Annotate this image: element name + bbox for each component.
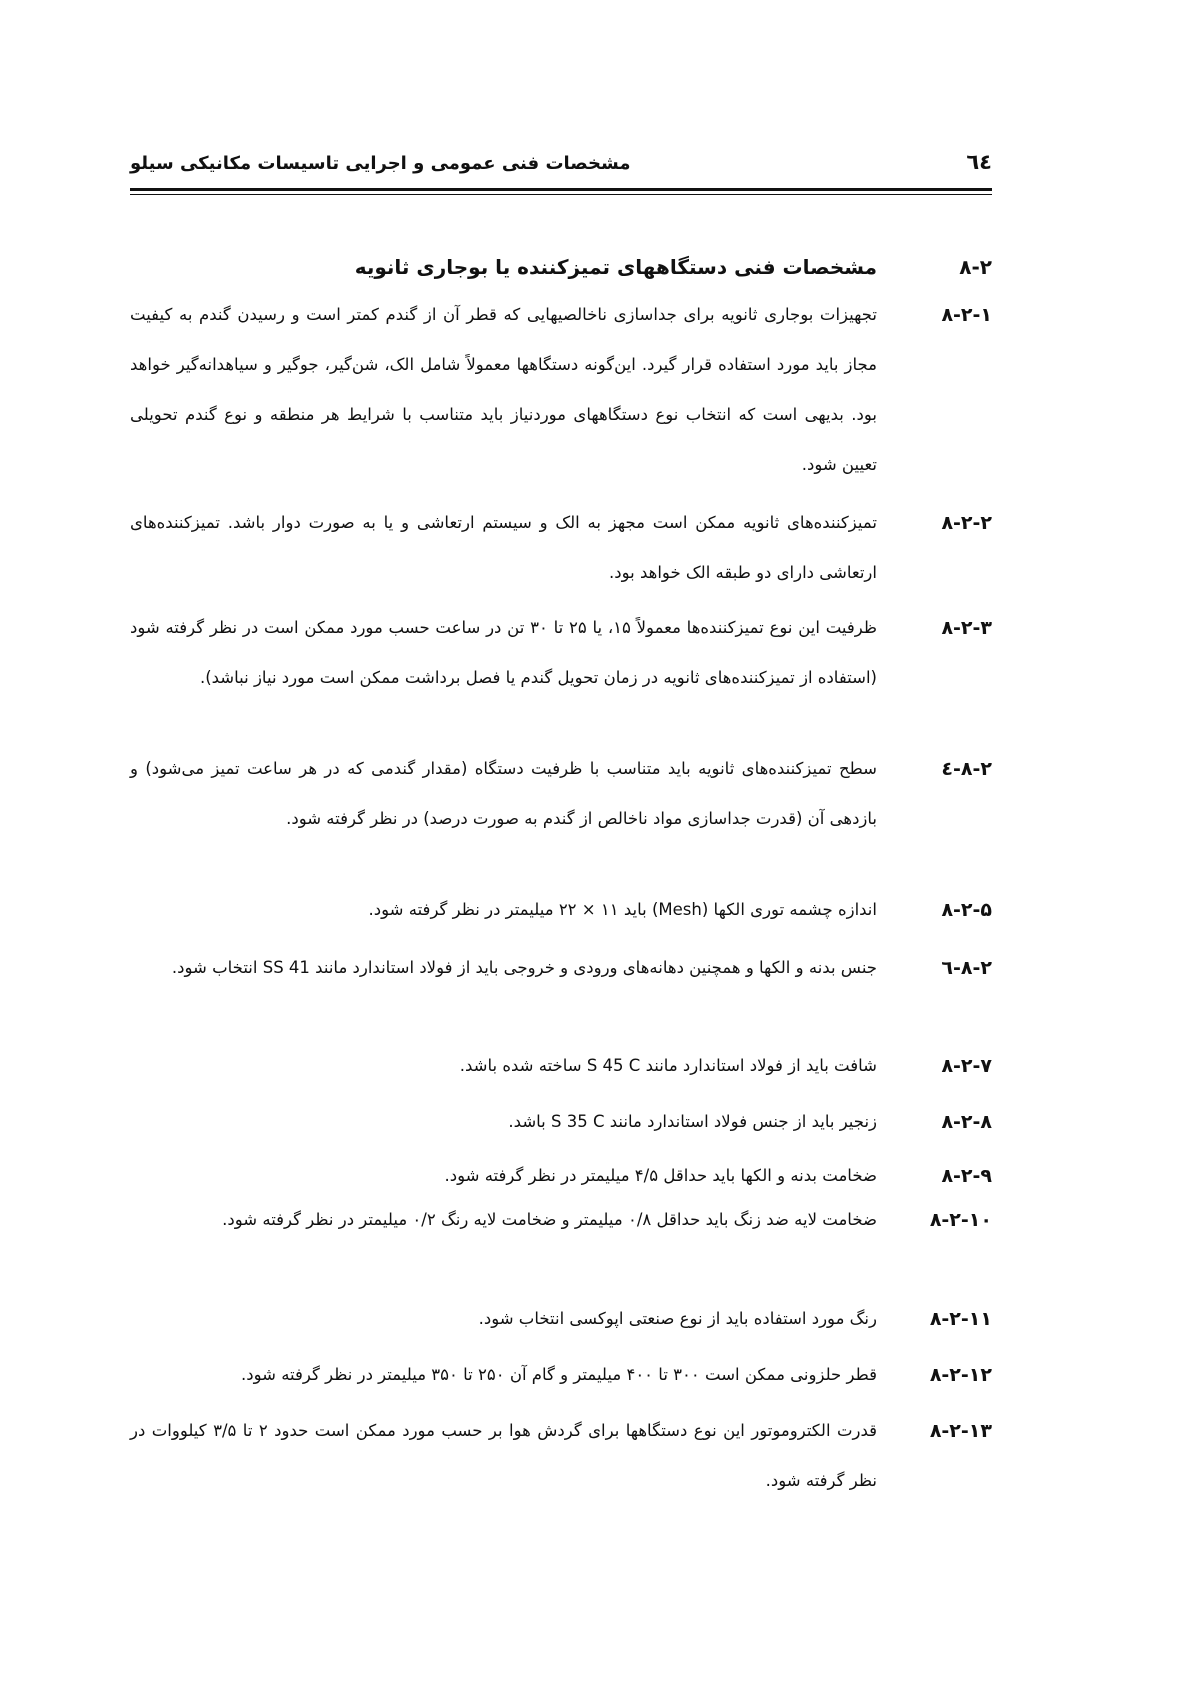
running-header [130,150,992,182]
running-header-title: مشخصات فنی عمومی و اجرایی تاسیسات مکانیکی سیلو [130,153,631,174]
clause-8-2-13 [130,1406,992,1506]
clause-8-2-2 [130,498,992,598]
clause-number: ۸-۲-۷ [941,1055,992,1077]
clause-text: تجهیزات بوجاری ثانویه برای جداسازی ناخالصیهایی که قطر آن از گندم کمتر است و رسیدن گندم به کیفیت مجاز باید مورد استفاده قرار گیرد. این‌گونه دستگاهها معمولاً شامل الک، شن‌گیر، جوگیر و سیاهدانه‌گیر خواهد بود. بدیهی است که انتخاب نوع دستگاههای موردنیاز باید متناسب با شرایط هر منطقه و نوع گندم تحویلی تعیین شود. [130,305,877,474]
clause-text: اندازه چشمه توری الکها (Mesh) باید ۱۱ × ۲۲ میلیمتر در نظر گرفته شود. [368,900,877,919]
clause-8-2-4 [130,744,992,844]
clause-8-2-10 [130,1195,992,1245]
section-heading [130,255,992,279]
clause-8-2-1 [130,290,992,490]
clause-text: جنس بدنه و الکها و همچنین دهانه‌های ورودی و خروجی باید از فولاد استاندارد مانند SS 41 انتخاب شود. [171,958,877,977]
header-rule-thin [130,194,992,195]
clause-8-2-12 [130,1350,992,1400]
clause-text: زنجیر باید از جنس فولاد استاندارد مانند S 35 C باشد. [508,1112,877,1131]
clause-text: ظرفیت این نوع تمیزکننده‌ها معمولاً ۱۵، یا ۲۵ تا ۳۰ تن در ساعت حسب مورد ممکن است در نظر گرفته شود (استفاده از تمیزکننده‌های ثانویه در زمان تحویل گندم یا فصل برداشت ممکن است مورد نیاز نباشد). [130,618,878,687]
clause-number: ۸-۲-۱۳ [929,1420,992,1442]
clause-text: رنگ مورد استفاده باید از نوع صنعتی اپوکسی انتخاب شود. [478,1309,877,1328]
clause-text: قدرت الکتروموتور این نوع دستگاهها برای گردش هوا بر حسب مورد ممکن است حدود ۲ تا ۳/۵ کیلووات در نظر گرفته شود. [130,1421,878,1490]
clause-8-2-3 [130,603,992,703]
clause-text: قطر حلزونی ممکن است ۳۰۰ تا ۴۰۰ میلیمتر و گام آن ۲۵۰ تا ۳۵۰ میلیمتر در نظر گرفته شود. [241,1365,877,1384]
clause-number: ۸-۲-۱۲ [929,1364,992,1386]
clause-text: ضخامت بدنه و الکها باید حداقل ۴/۵ میلیمتر در نظر گرفته شود. [444,1166,877,1185]
clause-text: تمیزکننده‌های ثانویه ممکن است مجهز به الک و سیستم ارتعاشی و یا به صورت دوار باشد. تمیزکننده‌های ارتعاشی دارای دو طبقه الک خواهد بود. [130,513,877,582]
clause-number: ۸-۲-۱ [941,304,992,326]
clause-8-2-5 [130,885,992,935]
clause-number: ۸-۲-۹ [941,1165,992,1187]
clause-number: ۸-۲-۱۱ [929,1308,992,1330]
clause-8-2-9 [130,1151,992,1201]
clause-number: ۸-۲-٦ [941,957,992,979]
clause-text: ضخامت لایه ضد زنگ باید حداقل ۰/۸ میلیمتر و ضخامت لایه رنگ ۰/۲ میلیمتر در نظر گرفته شود. [222,1210,877,1229]
clause-number: ۸-۲-۱۰ [929,1209,992,1231]
clause-8-2-11 [130,1294,992,1344]
clause-number: ۸-۲-٤ [941,758,992,780]
header-rule [130,188,992,191]
clause-text: شافت باید از فولاد استاندارد مانند S 45 C ساخته شده باشد. [459,1056,877,1075]
section-number: ۸-۲ [959,255,992,279]
page-number: ٦٤ [966,150,992,174]
clause-number: ۸-۲-۳ [941,617,992,639]
section-title: مشخصات فنی دستگاههای تمیزکننده یا بوجاری ثانویه [354,255,877,279]
clause-number: ۸-۲-۸ [941,1111,992,1133]
clause-8-2-8 [130,1097,992,1147]
clause-8-2-6 [130,943,992,993]
clause-number: ۸-۲-۵ [941,899,992,921]
clause-8-2-7 [130,1041,992,1091]
clause-text: سطح تمیزکننده‌های ثانویه باید متناسب با ظرفیت دستگاه (مقدار گندمی که در هر ساعت تمیز می‌شود) و بازدهی آن (قدرت جداسازی مواد ناخالص از گندم به صورت درصد) در نظر گرفته شود. [130,759,877,828]
clause-number: ۸-۲-۲ [941,512,992,534]
